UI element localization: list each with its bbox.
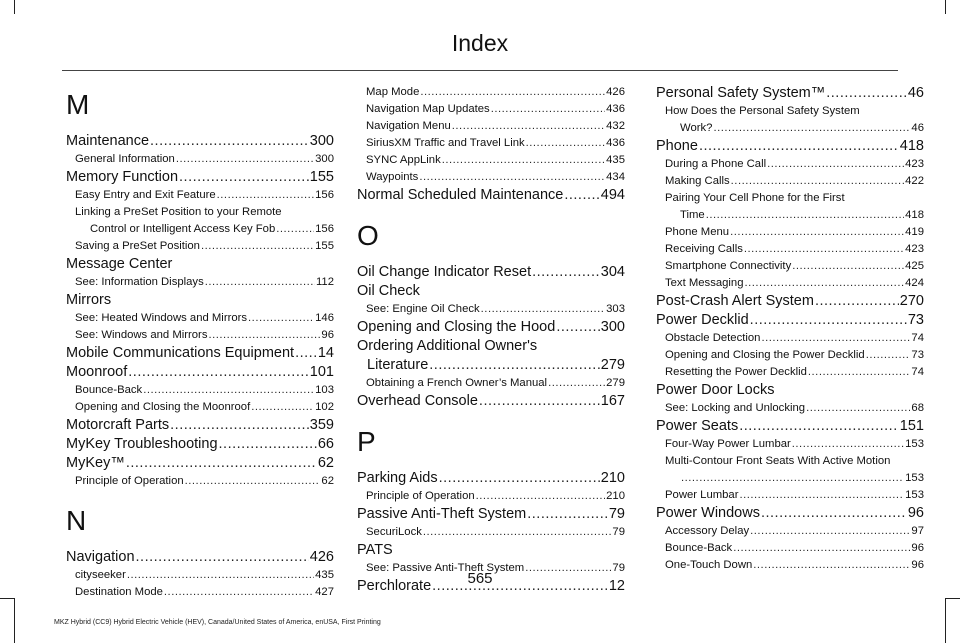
- entry-label: Maintenance: [66, 133, 150, 149]
- dot-leader: [128, 363, 309, 382]
- dot-leader: [479, 392, 600, 411]
- entry-label: Obtaining a French Owner’s Manual: [366, 377, 548, 389]
- dot-leader: [731, 173, 904, 190]
- index-subentry[interactable]: [357, 135, 625, 152]
- index-entry[interactable]: [66, 344, 334, 363]
- index-entry[interactable]: [357, 392, 625, 411]
- page-reference: 46: [911, 122, 924, 134]
- index-subentry[interactable]: [66, 399, 334, 416]
- index-subentry[interactable]: [66, 382, 334, 399]
- index-entry[interactable]: [357, 263, 625, 282]
- header-divider: [62, 70, 898, 71]
- index-subentry[interactable]: [66, 327, 334, 344]
- entry-label: Opening and Closing the Power Decklid: [665, 349, 865, 361]
- entry-label: MyKey Troubleshooting: [66, 436, 218, 452]
- page-reference: 279: [606, 377, 625, 389]
- section-letter: P: [357, 426, 376, 457]
- entry-label: Phone Menu: [665, 226, 730, 238]
- dot-leader: [750, 523, 910, 540]
- index-subentry[interactable]: [656, 400, 924, 417]
- page-reference: 74: [911, 332, 924, 344]
- index-subentry[interactable]: [656, 156, 924, 173]
- index-heading: PATS: [357, 542, 393, 558]
- page-reference: 300: [309, 133, 334, 149]
- dot-leader: [699, 137, 899, 156]
- entry-label: Making Calls: [665, 175, 730, 187]
- page-reference: 494: [600, 187, 625, 203]
- dot-leader: [276, 221, 314, 238]
- entry-label: cityseeker: [75, 569, 126, 581]
- entry-label: SYNC AppLink: [366, 154, 441, 166]
- page-reference: 167: [600, 393, 625, 409]
- page-reference: 303: [606, 303, 625, 315]
- page-reference: 426: [309, 549, 334, 565]
- crop-mark-bottom-right-h: [946, 598, 960, 599]
- dot-leader: [476, 488, 606, 505]
- entry-label: Power Decklid: [656, 312, 749, 328]
- dot-leader: [745, 275, 905, 292]
- page-reference: 79: [608, 506, 625, 522]
- page-reference: 151: [899, 418, 924, 434]
- dot-leader: [217, 187, 314, 204]
- index-column-2: [357, 84, 625, 596]
- dot-leader: [185, 473, 321, 490]
- entry-label: Time: [680, 209, 705, 221]
- entry-label: Normal Scheduled Maintenance: [357, 187, 564, 203]
- page-reference: 359: [309, 417, 334, 433]
- dot-leader: [808, 364, 911, 381]
- index-entry[interactable]: [66, 363, 334, 382]
- page-reference: 74: [911, 366, 924, 378]
- entry-label: General Information: [75, 153, 175, 165]
- index-subentry[interactable]: [656, 487, 924, 504]
- index-entry[interactable]: [656, 417, 924, 436]
- index-subentry: Linking a PreSet Position to your Remote: [75, 206, 282, 218]
- entry-label: Navigation Map Updates: [366, 103, 490, 115]
- dot-leader: [143, 382, 314, 399]
- entry-label: Four-Way Power Lumbar: [665, 438, 791, 450]
- crop-mark-bottom-right-v: [945, 598, 946, 643]
- page-reference: 73: [907, 312, 924, 328]
- page-reference: 426: [606, 86, 625, 98]
- page-reference: 300: [600, 319, 625, 335]
- dot-leader: [556, 318, 599, 337]
- index-subentry[interactable]: [357, 84, 625, 101]
- entry-label: Overhead Console: [357, 393, 478, 409]
- index-subentry[interactable]: [357, 118, 625, 135]
- page-reference: 62: [317, 455, 334, 471]
- entry-label: Text Messaging: [665, 277, 744, 289]
- entry-label: Map Mode: [366, 86, 420, 98]
- page-reference: 419: [905, 226, 924, 238]
- dot-leader: [219, 435, 317, 454]
- entry-label: Receiving Calls: [665, 243, 743, 255]
- crop-mark-bottom-left-v: [14, 598, 15, 643]
- crop-mark-bottom-left-h: [0, 598, 14, 599]
- dot-leader: [201, 238, 314, 255]
- index-subentry: Multi-Contour Front Seats With Active Motion: [665, 455, 891, 467]
- entry-label: See: Locking and Unlocking: [665, 402, 806, 414]
- index-column-3: [656, 84, 924, 574]
- crop-mark-top-right-v: [945, 0, 946, 14]
- entry-label: Mobile Communications Equipment: [66, 345, 295, 361]
- page-reference: 427: [315, 586, 334, 598]
- entry-label: Destination Mode: [75, 586, 163, 598]
- page-reference: 153: [905, 438, 924, 450]
- index-column-1: [66, 84, 334, 601]
- entry-label: Memory Function: [66, 169, 179, 185]
- page-reference: 153: [905, 489, 924, 501]
- dot-leader: [491, 101, 605, 118]
- index-heading: Ordering Additional Owner's: [357, 338, 538, 354]
- entry-label: One-Touch Down: [665, 559, 753, 571]
- page-reference: 101: [309, 364, 334, 380]
- page-reference: 62: [321, 475, 334, 487]
- page-reference: 96: [911, 542, 924, 554]
- index-entry[interactable]: [656, 504, 924, 523]
- page-reference: 436: [606, 103, 625, 115]
- entry-label: MyKey™: [66, 455, 125, 471]
- index-entry[interactable]: [656, 292, 924, 311]
- page-reference: 112: [315, 276, 334, 288]
- dot-leader: [815, 292, 899, 311]
- page-reference: 96: [911, 559, 924, 571]
- entry-label: Power Windows: [656, 505, 760, 521]
- dot-leader: [564, 186, 599, 205]
- index-heading: Power Door Locks: [656, 382, 775, 398]
- dot-leader: [136, 548, 309, 567]
- index-entry[interactable]: [357, 186, 625, 205]
- dot-leader: [733, 540, 910, 557]
- entry-label: Resetting the Power Decklid: [665, 366, 807, 378]
- page-title: Index: [451, 30, 509, 56]
- page-reference: 435: [606, 154, 625, 166]
- entry-label: See: Passive Anti-Theft System: [366, 562, 525, 574]
- index-entry[interactable]: [66, 454, 334, 473]
- page-reference: 68: [911, 402, 924, 414]
- entry-label: Literature: [367, 357, 429, 373]
- entry-label: SiriusXM Traffic and Travel Link: [366, 137, 525, 149]
- page-reference: 46: [907, 85, 924, 101]
- section-gap: [357, 411, 625, 421]
- index-subentry-continued[interactable]: [66, 221, 334, 238]
- index-subentry-continued[interactable]: [656, 207, 924, 224]
- section-letter: M: [66, 89, 90, 120]
- entry-label: Principle of Operation: [75, 475, 184, 487]
- index-subentry: How Does the Personal Safety System: [665, 105, 860, 117]
- dot-leader: [706, 207, 904, 224]
- page-reference: 300: [315, 153, 334, 165]
- index-subentry[interactable]: [656, 173, 924, 190]
- dot-leader: [548, 375, 605, 392]
- index-subentry[interactable]: [357, 101, 625, 118]
- dot-leader: [739, 487, 904, 504]
- page-reference: 210: [600, 470, 625, 486]
- dot-leader: [150, 132, 309, 151]
- index-subentry[interactable]: [66, 238, 334, 255]
- page-reference: 435: [315, 569, 334, 581]
- entry-label: Accessory Delay: [665, 525, 750, 537]
- dot-leader: [730, 224, 904, 241]
- index-entry[interactable]: [66, 435, 334, 454]
- index-subentry-continued[interactable]: [656, 470, 924, 487]
- index-subentry[interactable]: [357, 301, 625, 318]
- dot-leader: [826, 84, 907, 103]
- dot-leader: [767, 156, 904, 173]
- dot-leader: [205, 274, 315, 291]
- page-reference: 423: [905, 243, 924, 255]
- page-reference: 210: [606, 490, 625, 502]
- index-subentry[interactable]: [66, 310, 334, 327]
- index-subentry[interactable]: [357, 152, 625, 169]
- entry-label: Smartphone Connectivity: [665, 260, 792, 272]
- index-subentry[interactable]: [656, 224, 924, 241]
- dot-leader: [681, 470, 904, 487]
- page-reference: 146: [315, 312, 334, 324]
- entry-label: Obstacle Detection: [665, 332, 761, 344]
- index-subentry[interactable]: [66, 187, 334, 204]
- page-reference: 155: [315, 240, 334, 252]
- index-subentry[interactable]: [656, 523, 924, 540]
- page-reference: 102: [315, 401, 334, 413]
- entry-label: See: Windows and Mirrors: [75, 329, 208, 341]
- page-reference: 66: [317, 436, 334, 452]
- index-subentry[interactable]: [656, 540, 924, 557]
- page-reference: 422: [905, 175, 924, 187]
- dot-leader: [527, 505, 608, 524]
- dot-leader: [792, 258, 904, 275]
- page-reference: 156: [315, 189, 334, 201]
- section-gap: [66, 490, 334, 500]
- index-entry[interactable]: [66, 168, 334, 187]
- dot-leader: [761, 504, 907, 523]
- crop-mark-top-left-v: [14, 0, 15, 14]
- page-reference: 155: [309, 169, 334, 185]
- entry-label: Phone: [656, 138, 698, 154]
- dot-leader: [126, 454, 317, 473]
- entry-label: Perchlorate: [357, 578, 432, 594]
- index-subentry[interactable]: [656, 241, 924, 258]
- entry-label: Power Seats: [656, 418, 739, 434]
- dot-leader: [208, 327, 320, 344]
- index-entry[interactable]: [656, 84, 924, 103]
- section-letter: O: [357, 220, 379, 251]
- index-subentry-continued[interactable]: [656, 120, 924, 137]
- index-subentry[interactable]: [66, 473, 334, 490]
- page-reference: 304: [600, 264, 625, 280]
- entry-label: Bounce-Back: [75, 384, 143, 396]
- index-subentry[interactable]: [656, 275, 924, 292]
- dot-leader: [251, 399, 314, 416]
- index-subentry[interactable]: [357, 488, 625, 505]
- entry-label: Oil Change Indicator Reset: [357, 264, 532, 280]
- entry-label: Personal Safety System™: [656, 85, 826, 101]
- page-reference: 432: [606, 120, 625, 132]
- entry-label: Work?: [680, 122, 713, 134]
- dot-leader: [713, 120, 910, 137]
- page-reference: 14: [317, 345, 334, 361]
- dot-leader: [429, 356, 600, 375]
- page-reference: 425: [905, 260, 924, 272]
- page-reference: 156: [315, 223, 334, 235]
- dot-leader: [439, 469, 600, 488]
- footer-text: MKZ Hybrid (CC9) Hybrid Electric Vehicle (HEV), Canada/United States of America, enUSA, First Printing: [54, 619, 381, 626]
- index-subentry: Pairing Your Cell Phone for the First: [665, 192, 845, 204]
- entry-label: During a Phone Call: [665, 158, 767, 170]
- entry-label: Passive Anti-Theft System: [357, 506, 527, 522]
- dot-leader: [170, 416, 309, 435]
- page-reference: 279: [600, 357, 625, 373]
- entry-label: Principle of Operation: [366, 490, 475, 502]
- page-reference: 423: [905, 158, 924, 170]
- entry-label: Navigation: [66, 549, 135, 565]
- index-subentry[interactable]: [66, 274, 334, 291]
- page-reference: 103: [315, 384, 334, 396]
- dot-leader: [739, 417, 899, 436]
- index-entry[interactable]: [357, 505, 625, 524]
- entry-label: Parking Aids: [357, 470, 438, 486]
- section-letter: N: [66, 505, 87, 536]
- dot-leader: [452, 118, 605, 135]
- page-reference: 418: [899, 138, 924, 154]
- index-entry[interactable]: [656, 137, 924, 156]
- page-reference: 418: [905, 209, 924, 221]
- index-subentry[interactable]: [656, 364, 924, 381]
- entry-label: Power Lumbar: [665, 489, 739, 501]
- entry-label: Waypoints: [366, 171, 419, 183]
- index-entry[interactable]: [656, 311, 924, 330]
- entry-label: Opening and Closing the Moonroof: [75, 401, 251, 413]
- entry-label: Motorcraft Parts: [66, 417, 170, 433]
- dot-leader: [179, 168, 309, 187]
- dot-leader: [176, 151, 314, 168]
- index-subentry[interactable]: [357, 169, 625, 186]
- dot-leader: [866, 347, 911, 364]
- dot-leader: [750, 311, 907, 330]
- section-gap: [357, 205, 625, 215]
- index-entry[interactable]: [66, 132, 334, 151]
- entry-label: Navigation Menu: [366, 120, 451, 132]
- page-reference: 97: [911, 525, 924, 537]
- index-entry[interactable]: [357, 469, 625, 488]
- index-heading: Oil Check: [357, 283, 420, 299]
- dot-leader: [526, 135, 606, 152]
- dot-leader: [481, 301, 605, 318]
- page-reference: 79: [612, 562, 625, 574]
- index-entry[interactable]: [66, 416, 334, 435]
- index-subentry[interactable]: [656, 258, 924, 275]
- entry-label: Easy Entry and Exit Feature: [75, 189, 216, 201]
- page-reference: 79: [612, 526, 625, 538]
- page-reference: 12: [608, 578, 625, 594]
- dot-leader: [761, 330, 910, 347]
- entry-label: See: Engine Oil Check: [366, 303, 480, 315]
- dot-leader: [420, 84, 605, 101]
- dot-leader: [792, 436, 904, 453]
- dot-leader: [532, 263, 600, 282]
- dot-leader: [419, 169, 605, 186]
- page-reference: 436: [606, 137, 625, 149]
- index-subentry[interactable]: [656, 347, 924, 364]
- index-heading: Mirrors: [66, 292, 112, 308]
- entry-label: See: Information Displays: [75, 276, 204, 288]
- entry-label: Bounce-Back: [665, 542, 733, 554]
- page-reference: 424: [905, 277, 924, 289]
- dot-leader: [806, 400, 910, 417]
- dot-leader: [744, 241, 904, 258]
- page-reference: 96: [907, 505, 924, 521]
- index-heading: Message Center: [66, 256, 173, 272]
- dot-leader: [248, 310, 314, 327]
- entry-label: See: Heated Windows and Mirrors: [75, 312, 248, 324]
- entry-label: Post-Crash Alert System: [656, 293, 814, 309]
- index-entry[interactable]: [357, 318, 625, 337]
- index-subentry[interactable]: [656, 330, 924, 347]
- entry-label: Moonroof: [66, 364, 128, 380]
- entry-label: Opening and Closing the Hood: [357, 319, 556, 335]
- index-entry-continued[interactable]: [357, 356, 625, 375]
- entry-label: Control or Intelligent Access Key Fob: [90, 223, 276, 235]
- page-reference: 270: [899, 293, 924, 309]
- index-subentry[interactable]: [357, 375, 625, 392]
- dot-leader: [423, 524, 612, 541]
- page-reference: 73: [911, 349, 924, 361]
- index-subentry[interactable]: [656, 436, 924, 453]
- dot-leader: [442, 152, 605, 169]
- entry-label: SecuriLock: [366, 526, 422, 538]
- page-reference: 434: [606, 171, 625, 183]
- page-reference: 96: [321, 329, 334, 341]
- page-number: 565: [467, 570, 493, 587]
- index-subentry[interactable]: [357, 524, 625, 541]
- dot-leader: [295, 344, 317, 363]
- page-reference: 153: [905, 472, 924, 484]
- index-entry[interactable]: [66, 548, 334, 567]
- entry-label: Saving a PreSet Position: [75, 240, 200, 252]
- index-subentry[interactable]: [66, 151, 334, 168]
